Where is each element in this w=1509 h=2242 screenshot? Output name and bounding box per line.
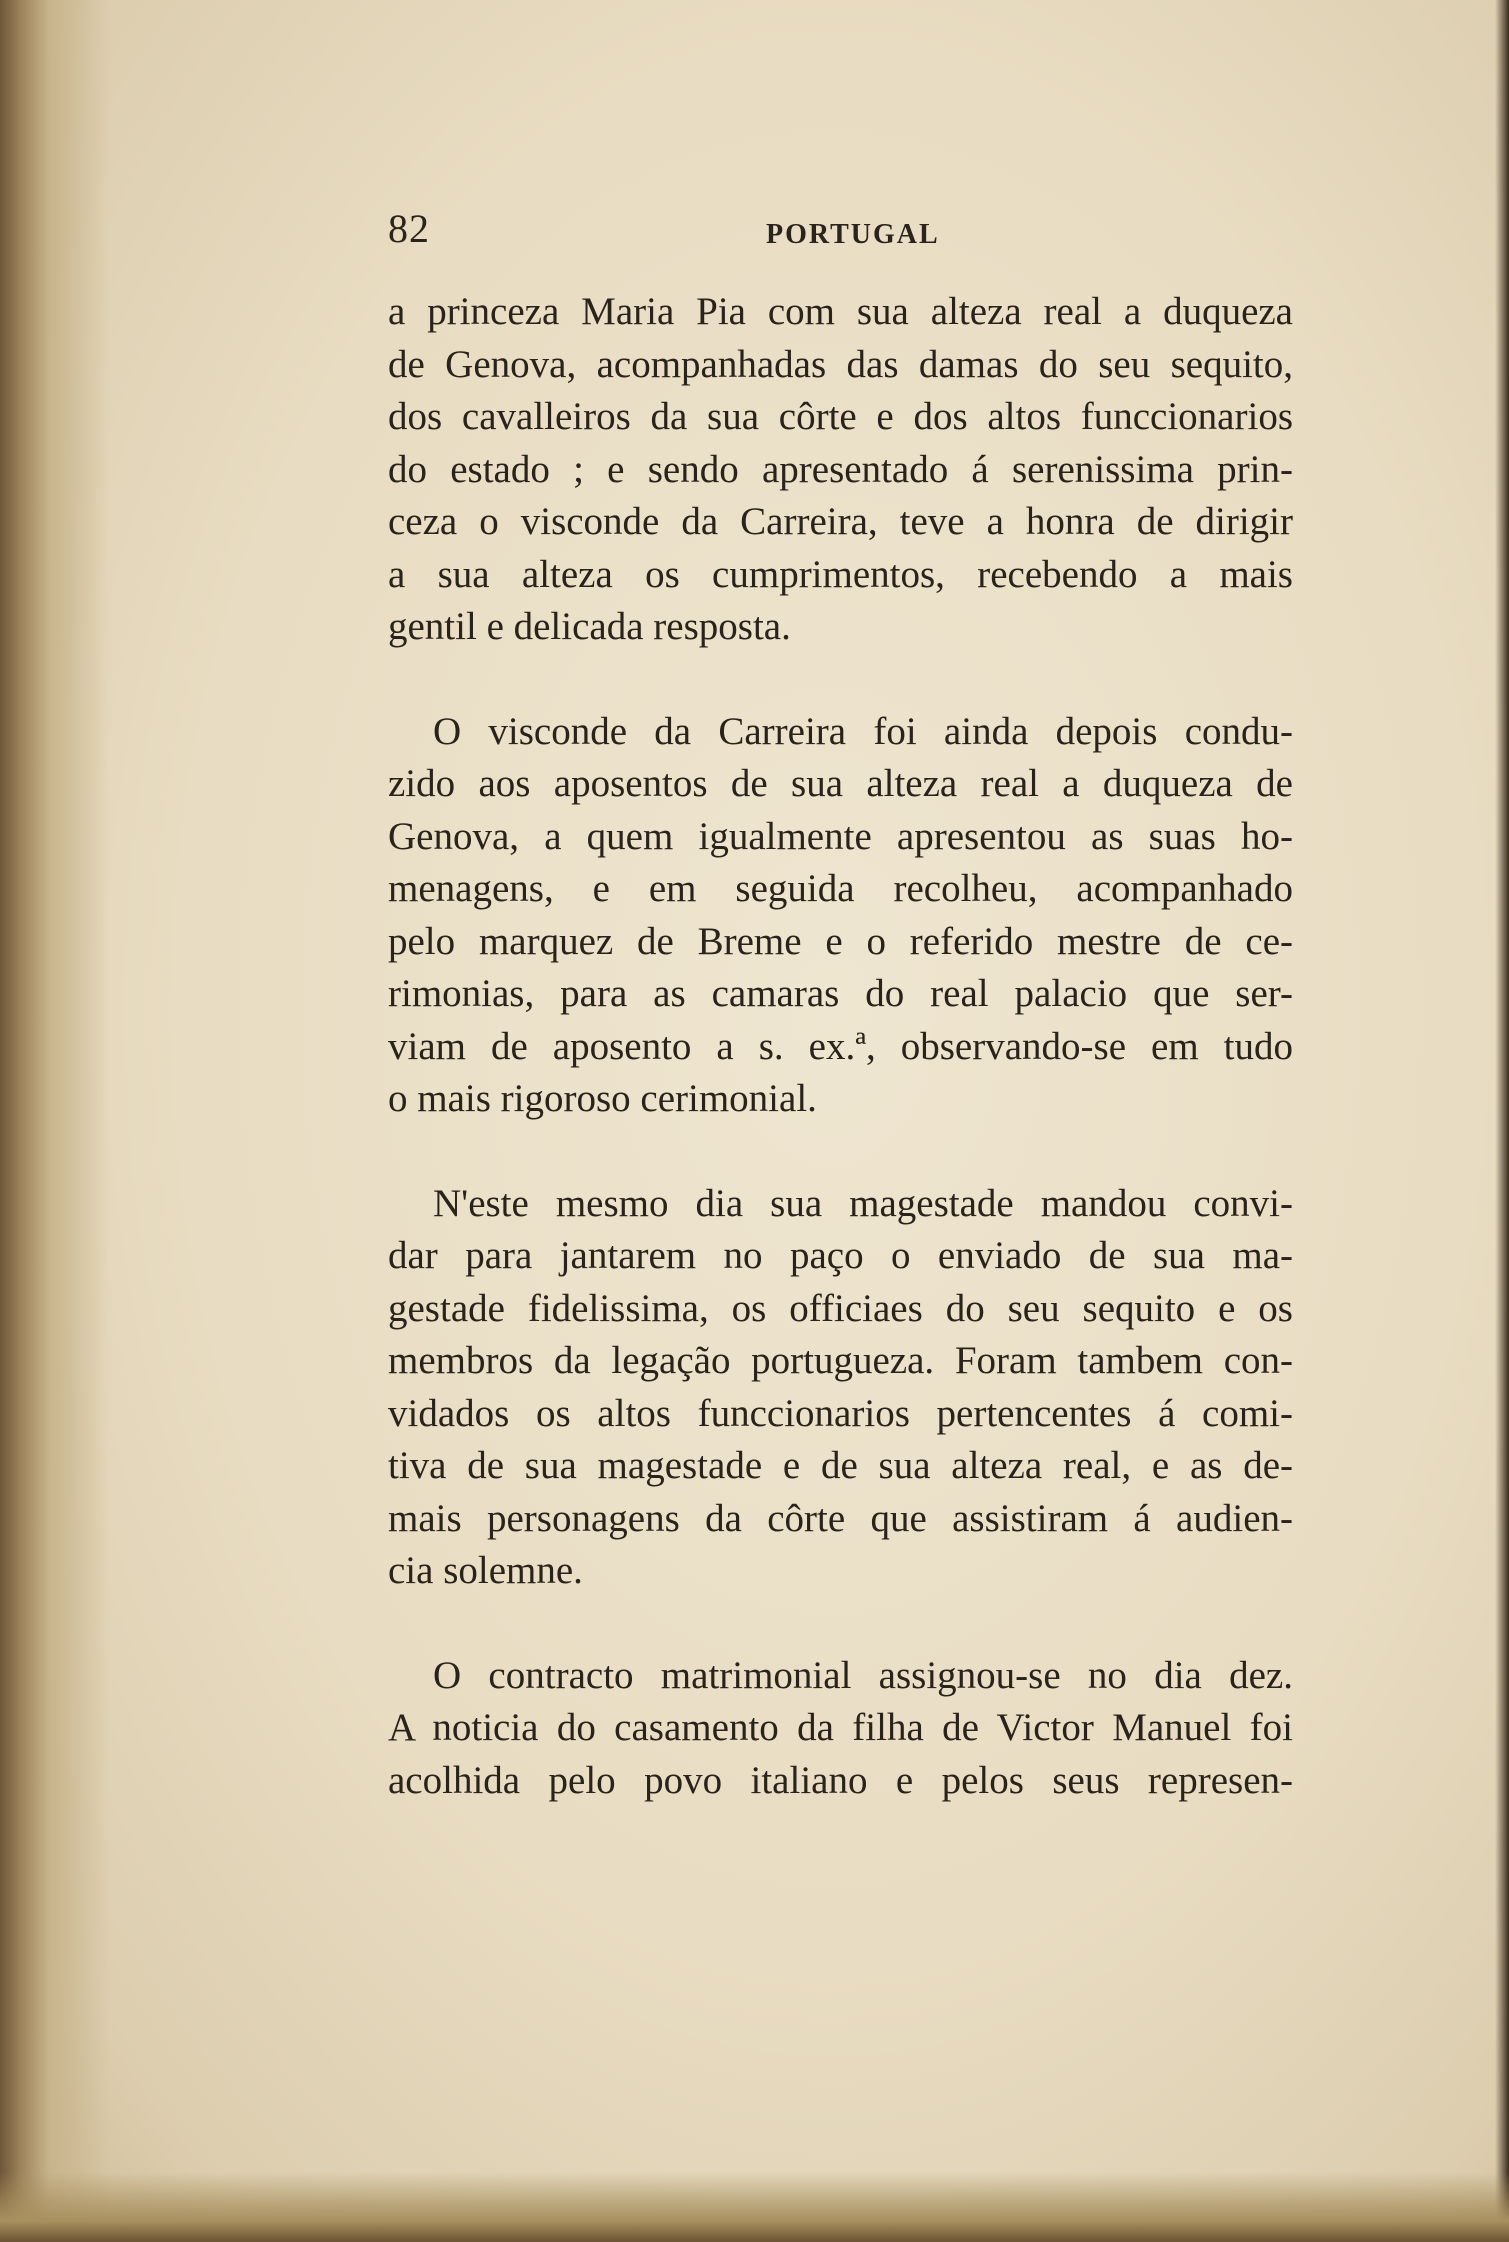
text-line: N'este mesmo dia sua magestade mandou convi-	[433, 1181, 1293, 1225]
paragraph-1	[388, 286, 1293, 654]
body-text	[388, 286, 1293, 1859]
page-bottom-edge-shadow	[0, 2172, 1509, 2242]
text-line: a princeza Maria Pia com sua alteza real a duqueza	[388, 290, 1293, 333]
text-line: zido aos aposentos de sua alteza real a duqueza de	[388, 762, 1293, 805]
text-line: cia solemne.	[388, 1549, 583, 1592]
text-line: O contracto matrimonial assignou-se no dia dez.	[433, 1653, 1293, 1697]
text-line: gestade fidelissima, os officiaes do seu sequito e os	[388, 1286, 1293, 1330]
text-line: membros da legação portugueza. Foram tambem con-	[388, 1339, 1293, 1382]
page-number: 82	[388, 206, 430, 251]
paragraph-3	[388, 1178, 1293, 1598]
page-left-edge-shadow	[0, 0, 110, 2242]
text-line: A noticia do casamento da filha de Victor Manuel foi	[388, 1706, 1293, 1749]
text-line: ceza o visconde da Carreira, teve a honra de dirigir	[388, 500, 1293, 543]
text-line: gentil e delicada resposta.	[388, 605, 791, 648]
page-header	[388, 205, 1298, 265]
text-line: o mais rigoroso cerimonial.	[388, 1077, 817, 1120]
text-line: viam de aposento a s. ex.ª, observando-se em tudo	[388, 1024, 1293, 1068]
text-line: do estado ; e sendo apresentado á serenissima prin-	[388, 447, 1293, 491]
text-line: rimonias, para as camaras do real palacio que ser-	[388, 972, 1293, 1015]
text-line: Genova, a quem igualmente apresentou as suas ho-	[388, 814, 1293, 858]
text-line: dos cavalleiros da sua côrte e dos altos funccionarios	[388, 395, 1293, 438]
page-right-edge-shadow	[1495, 0, 1509, 2242]
text-line: pelo marquez de Breme e o referido mestre de ce-	[388, 919, 1293, 963]
paragraph-4	[388, 1650, 1293, 1808]
text-line: a sua alteza os cumprimentos, recebendo a mais	[388, 552, 1293, 596]
paragraph-2	[388, 706, 1293, 1126]
text-line: dar para jantarem no paço o enviado de sua ma-	[388, 1234, 1293, 1277]
text-line: mais personagens da côrte que assistiram á audien-	[388, 1496, 1293, 1540]
text-line: acolhida pelo povo italiano e pelos seus represen-	[388, 1758, 1293, 1802]
running-title: PORTUGAL	[766, 219, 940, 250]
text-line: de Genova, acompanhadas das damas do seu sequito,	[388, 342, 1293, 386]
text-line: O visconde da Carreira foi ainda depois condu-	[433, 709, 1293, 753]
text-line: tiva de sua magestade e de sua alteza real, e as de-	[388, 1444, 1293, 1487]
text-line: vidados os altos funccionarios pertencentes á comi-	[388, 1391, 1293, 1435]
text-line: menagens, e em seguida recolheu, acompanhado	[388, 867, 1293, 910]
